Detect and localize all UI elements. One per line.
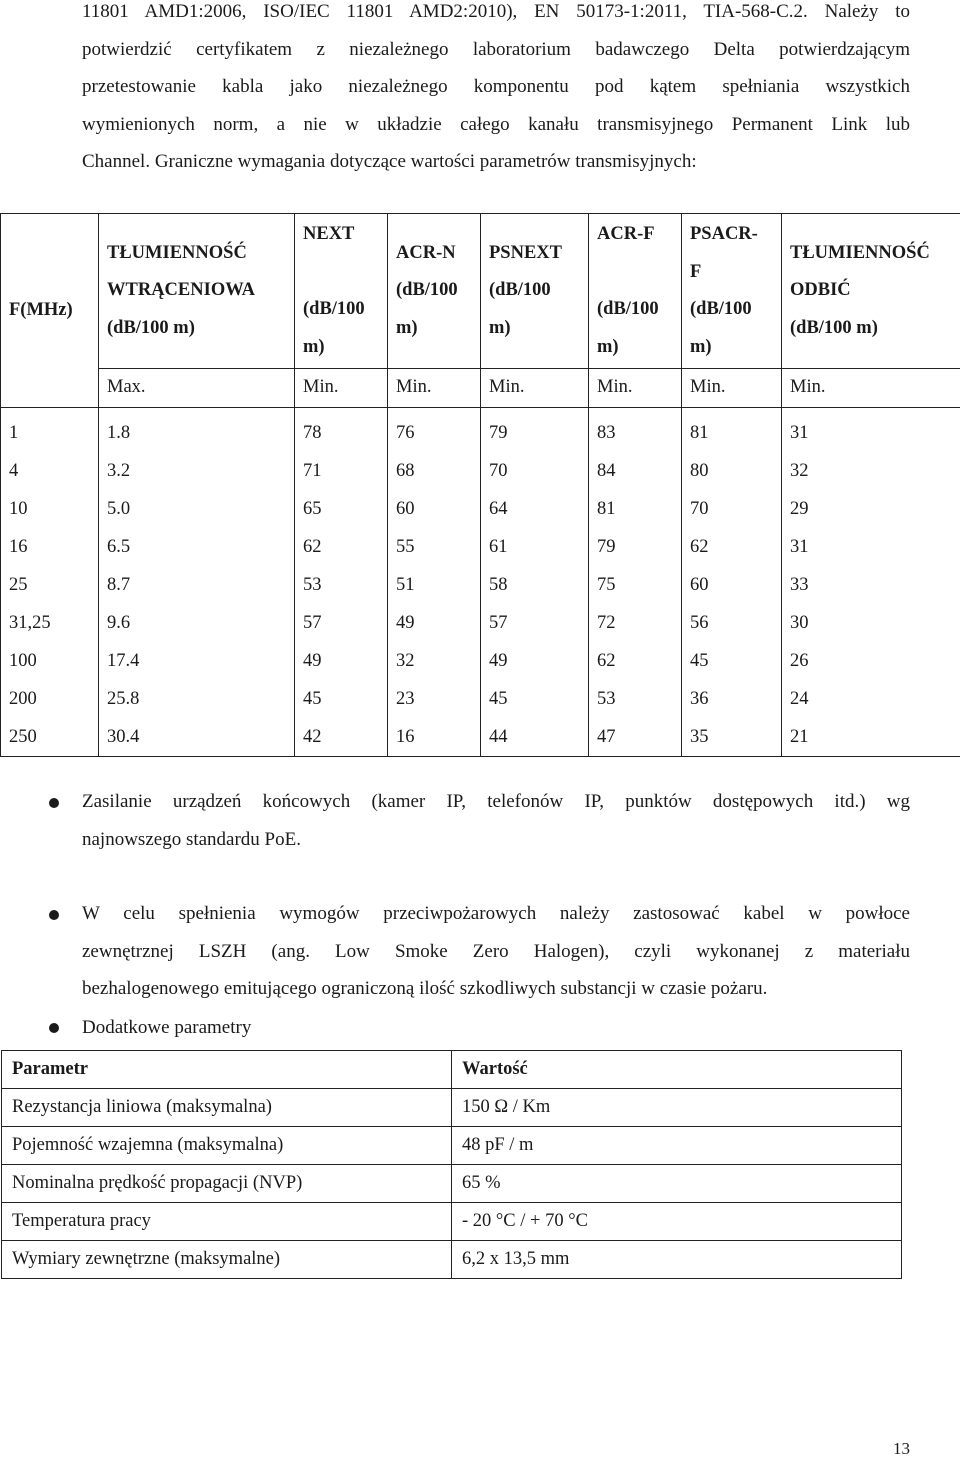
param-value: - 20 °C / + 70 °C	[452, 1203, 902, 1241]
cell-next: 62	[303, 536, 322, 557]
param-name: Nominalna prędkość propagacji (NVP)	[2, 1165, 452, 1203]
cell-acr-f: 84	[597, 460, 616, 481]
cell-psnext: 44	[489, 726, 508, 747]
cell-psacr-f: 81	[690, 422, 709, 443]
column-return-loss	[782, 407, 960, 756]
cell-return-loss: 31	[790, 536, 809, 557]
cell-attenuation: 17.4	[107, 650, 140, 671]
cell-attenuation: 5.0	[107, 498, 131, 519]
cell-next: 45	[303, 688, 322, 709]
intro-paragraph	[82, 0, 910, 181]
cell-psacr-f: 80	[690, 460, 709, 481]
cell-psacr-f: 35	[690, 726, 709, 747]
cell-acr-n: 60	[396, 498, 415, 519]
param-value: 65 %	[452, 1165, 902, 1203]
cell-psacr-f: 70	[690, 498, 709, 519]
cell-return-loss: 24	[790, 688, 809, 709]
cell-psacr-f: 56	[690, 612, 709, 633]
cell-psacr-f: 62	[690, 536, 709, 557]
cell-acr-f: 79	[597, 536, 616, 557]
cell-psnext: 70	[489, 460, 508, 481]
cell-return-loss: 30	[790, 612, 809, 633]
header-psnext: PSNEXT (dB/100 m)	[481, 214, 589, 369]
cell-next: 78	[303, 422, 322, 443]
cell-freq: 10	[9, 498, 28, 519]
cell-acr-n: 49	[396, 612, 415, 633]
header-acr-n: ACR-N (dB/100 m)	[388, 214, 481, 369]
cell-psacr-f: 45	[690, 650, 709, 671]
column-acr-f	[589, 407, 682, 756]
header-next: NEXT (dB/100 m)	[295, 214, 388, 369]
cell-psnext: 57	[489, 612, 508, 633]
cell-acr-n: 51	[396, 574, 415, 595]
cell-psnext: 45	[489, 688, 508, 709]
bullet-lszh	[82, 895, 910, 1008]
bullet-line: W celu spełnienia wymogów przeciwpożarowych należy zastosować kabel w powłoce	[82, 903, 910, 924]
cell-freq: 16	[9, 536, 28, 557]
cell-psacr-f: 36	[690, 688, 709, 709]
cell-return-loss: 32	[790, 460, 809, 481]
cell-acr-n: 68	[396, 460, 415, 481]
intro-line: 11801 AMD1:2006, ISO/IEC 11801 AMD2:2010), EN 50173-1:2011, TIA-568-C.2. Należy to	[82, 1, 910, 22]
limit-label: Max.	[99, 369, 295, 408]
param-name: Temperatura pracy	[2, 1203, 452, 1241]
bullet-line: najnowszego standardu PoE.	[82, 828, 301, 850]
cell-acr-f: 47	[597, 726, 616, 747]
intro-line: przetestowanie kabla jako niezależnego komponentu pod kątem spełniania wszystkich	[82, 76, 910, 98]
header-acr-f: ACR-F (dB/100 m)	[589, 214, 682, 369]
cell-psacr-f: 60	[690, 574, 709, 595]
cell-freq: 200	[9, 688, 37, 709]
param-value: 6,2 x 13,5 mm	[452, 1241, 902, 1279]
cell-acr-f: 53	[597, 688, 616, 709]
cell-freq: 25	[9, 574, 28, 595]
cell-attenuation: 1.8	[107, 422, 131, 443]
bullet-dot	[49, 1023, 59, 1033]
header-attenuation: TŁUMIENNOŚĆ WTRĄCENIOWA (dB/100 m)	[99, 214, 295, 369]
cell-freq: 4	[9, 460, 19, 481]
intro-line: wymienionych norm, a nie w układzie całego kanału transmisyjnego Permanent Link lub	[82, 113, 910, 135]
bullet-line: Dodatkowe parametry	[82, 1017, 252, 1038]
cell-return-loss: 26	[790, 650, 809, 671]
column-frequency	[1, 407, 99, 756]
param-name: Rezystancja liniowa (maksymalna)	[2, 1089, 452, 1127]
param-header-name: Parametr	[2, 1051, 452, 1089]
cell-psnext: 58	[489, 574, 508, 595]
cell-return-loss: 33	[790, 574, 809, 595]
cell-freq: 250	[9, 726, 37, 747]
cell-return-loss: 29	[790, 498, 809, 519]
cell-next: 42	[303, 726, 322, 747]
cell-attenuation: 8.7	[107, 574, 131, 595]
bullet-dot	[49, 910, 59, 920]
cell-acr-n: 32	[396, 650, 415, 671]
bullet-dot	[49, 798, 59, 808]
cell-acr-f: 72	[597, 612, 616, 633]
bullet-line: bezhalogenowego emitującego ograniczoną ilość szkodliwych substancji w czasie pożaru.	[82, 978, 768, 1000]
limit-label: Min.	[782, 369, 960, 408]
param-value: 48 pF / m	[452, 1127, 902, 1165]
column-attenuation	[99, 407, 295, 756]
bullet-line: Zasilanie urządzeń końcowych (kamer IP, telefonów IP, punktów dostępowych itd.) wg	[82, 791, 910, 812]
bullet-additional-params	[82, 1009, 910, 1047]
cell-return-loss: 31	[790, 422, 809, 443]
param-name: Pojemność wzajemna (maksymalna)	[2, 1127, 452, 1165]
cell-attenuation: 3.2	[107, 460, 131, 481]
cell-next: 57	[303, 612, 322, 633]
cell-next: 49	[303, 650, 322, 671]
cell-acr-f: 75	[597, 574, 616, 595]
limit-label: Min.	[589, 369, 682, 408]
limit-label: Min.	[295, 369, 388, 408]
cell-attenuation: 25.8	[107, 688, 140, 709]
cell-attenuation: 9.6	[107, 612, 131, 633]
column-acr-n	[388, 407, 481, 756]
column-next	[295, 407, 388, 756]
cell-psnext: 64	[489, 498, 508, 519]
intro-line: potwierdzić certyfikatem z niezależnego laboratorium badawczego Delta potwierdzającym	[82, 38, 910, 60]
cell-psnext: 61	[489, 536, 508, 557]
param-value: 150 Ω / Km	[452, 1089, 902, 1127]
limit-label: Min.	[388, 369, 481, 408]
cell-psnext: 49	[489, 650, 508, 671]
header-frequency: F(MHz)	[1, 214, 99, 408]
cell-return-loss: 21	[790, 726, 809, 747]
cell-freq: 31,25	[9, 612, 51, 633]
header-return-loss: TŁUMIENNOŚĆ ODBIĆ (dB/100 m)	[782, 214, 960, 369]
cell-attenuation: 30.4	[107, 726, 140, 747]
param-name: Wymiary zewnętrzne (maksymalne)	[2, 1241, 452, 1279]
cell-next: 53	[303, 574, 322, 595]
limit-label: Min.	[481, 369, 589, 408]
cell-acr-n: 16	[396, 726, 415, 747]
cell-freq: 1	[9, 422, 19, 443]
transmission-parameters-table	[0, 213, 960, 757]
intro-line: Channel. Graniczne wymagania dotyczące wartości parametrów transmisyjnych:	[82, 151, 697, 173]
cell-next: 71	[303, 460, 322, 481]
cell-acr-n: 23	[396, 688, 415, 709]
cell-acr-n: 55	[396, 536, 415, 557]
bullet-poe	[82, 783, 910, 858]
cell-next: 65	[303, 498, 322, 519]
param-header-value: Wartość	[452, 1051, 902, 1089]
column-psacr-f	[682, 407, 782, 756]
cell-acr-f: 62	[597, 650, 616, 671]
additional-parameters-table	[1, 1050, 902, 1279]
cell-psnext: 79	[489, 422, 508, 443]
header-psacr-f: PSACR- F (dB/100 m)	[682, 214, 782, 369]
cell-acr-f: 81	[597, 498, 616, 519]
cell-acr-f: 83	[597, 422, 616, 443]
cell-attenuation: 6.5	[107, 536, 131, 557]
cell-freq: 100	[9, 650, 37, 671]
page-number: 13	[893, 1439, 910, 1458]
column-psnext	[481, 407, 589, 756]
bullet-line: zewnętrznej LSZH (ang. Low Smoke Zero Halogen), czyli wykonanej z materiału	[82, 940, 910, 962]
cell-acr-n: 76	[396, 422, 415, 443]
limit-label: Min.	[682, 369, 782, 408]
